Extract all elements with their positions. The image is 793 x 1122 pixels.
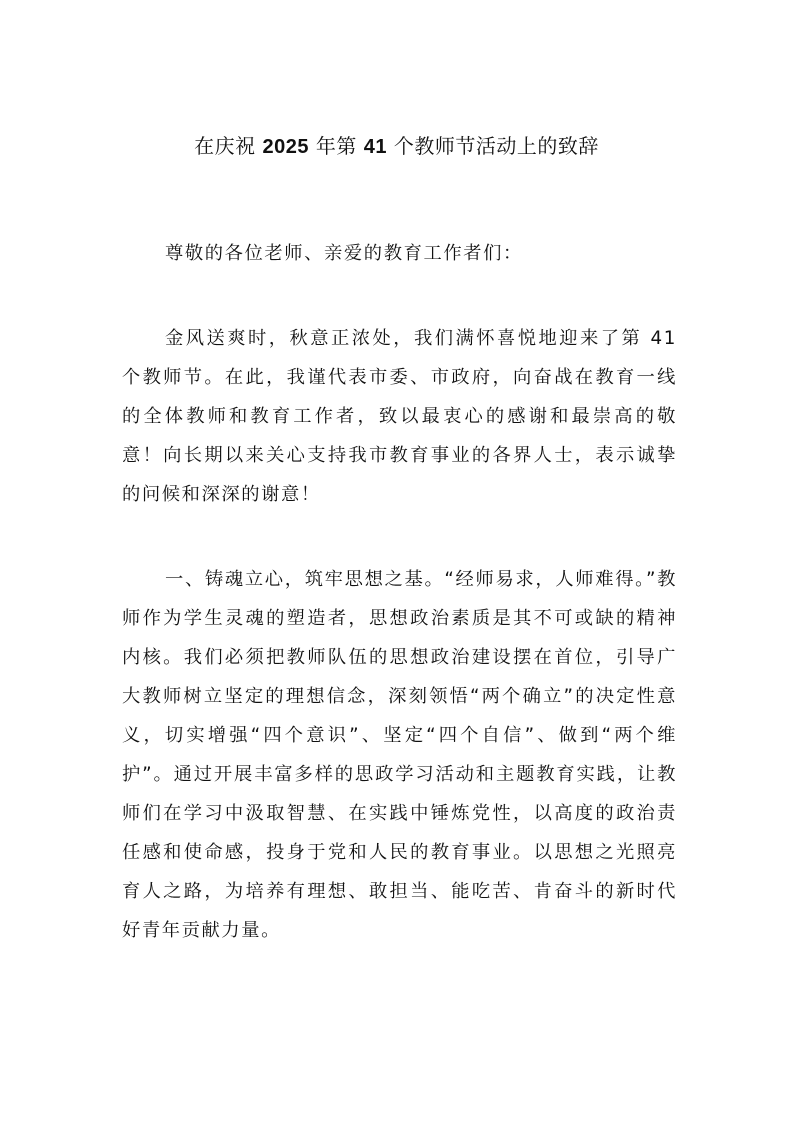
title-post: 个教师节活动上的致辞: [386, 134, 599, 158]
greeting-text: 尊敬的各位老师、亲爱的教育工作者们：: [165, 243, 523, 264]
paragraph-2: 一、铸魂立心，筑牢思想之基。“经师易求，人师难得。”教师作为学生灵魂的塑造者，思想政治素质是其不可或缺的精神内核。我们必须把教师队伍的思想政治建设摆在首位，引导广大教师树立坚定的理想信念，深刻领悟“两个确立”的决定性意义，切实增强“四个意识”、坚定“四个自信”、做到“两个维护”。通过开展丰富多样的思政学习活动和主题教育实践，让教师们在学习中汲取智慧、在实践中锤炼党性，以高度的政治责任感和使命感，投身于党和人民的教育事业。以思想之光照亮育人之路，为培养有理想、敢担当、能吃苦、肯奋斗的新时代好青年贡献力量。: [122, 569, 677, 941]
title-pre: 在庆祝: [194, 134, 263, 158]
greeting-block: [122, 234, 677, 273]
paragraph-2-block: [122, 560, 677, 950]
paragraph-1-block: [122, 319, 677, 514]
document-title: [0, 131, 793, 162]
paragraph-1: 金风送爽时，秋意正浓处，我们满怀喜悦地迎来了第 41 个教师节。在此，我谨代表市委、市政府，向奋战在教育一线的全体教师和教育工作者，致以最衷心的感谢和最崇高的敬意！向长期以来关心支持我市教育事业的各界人士，表示诚挚的问候和深深的谢意！: [122, 328, 677, 505]
title-count: 41: [363, 136, 387, 158]
title-year: 2025: [262, 136, 310, 158]
title-mid: 年第: [309, 134, 364, 158]
